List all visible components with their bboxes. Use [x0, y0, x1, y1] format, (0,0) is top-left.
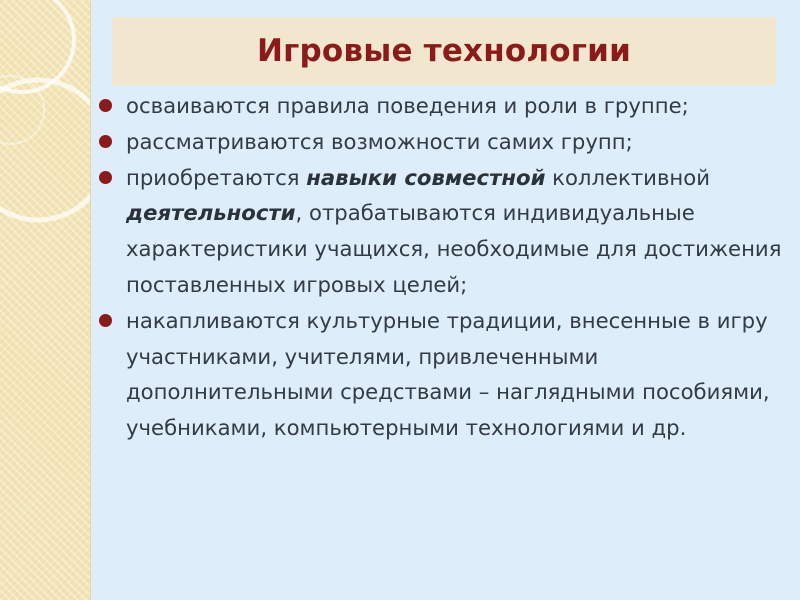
bullet-text-part: коллективной [545, 164, 711, 190]
bullet-list [97, 88, 797, 446]
bullet-dot-icon [99, 135, 112, 148]
bullet-item [97, 160, 797, 303]
decorative-circles [0, 0, 90, 600]
bullet-text: рассматриваются возможности самих групп; [126, 128, 633, 154]
bullet-item [97, 303, 797, 446]
slide-title: Игровые технологии [256, 33, 632, 69]
bullet-item [97, 88, 797, 124]
bullet-text: накапливаются культурные традиции, внесенные в игру участниками, учителями, привлеченными дополнительными средствами – наглядными пособиями, учебниками, компьютерными технологиями и др. [126, 307, 770, 441]
bullet-text-part: , отрабатываются индивидуальные характеристики учащихся, необходимые для достижения поставленных игровых целей; [126, 200, 782, 297]
emphasis-text: деятельности [126, 200, 296, 226]
bullet-text-part: приобретаются [126, 164, 307, 190]
bullet-item [97, 124, 797, 160]
emphasis-text: навыки совместной [306, 164, 546, 190]
bullet-text: осваиваются правила поведения и роли в группе; [126, 93, 689, 118]
bullet-dot-icon [99, 314, 112, 327]
bullet-dot-icon [99, 99, 112, 112]
bullet-dot-icon [99, 171, 112, 184]
